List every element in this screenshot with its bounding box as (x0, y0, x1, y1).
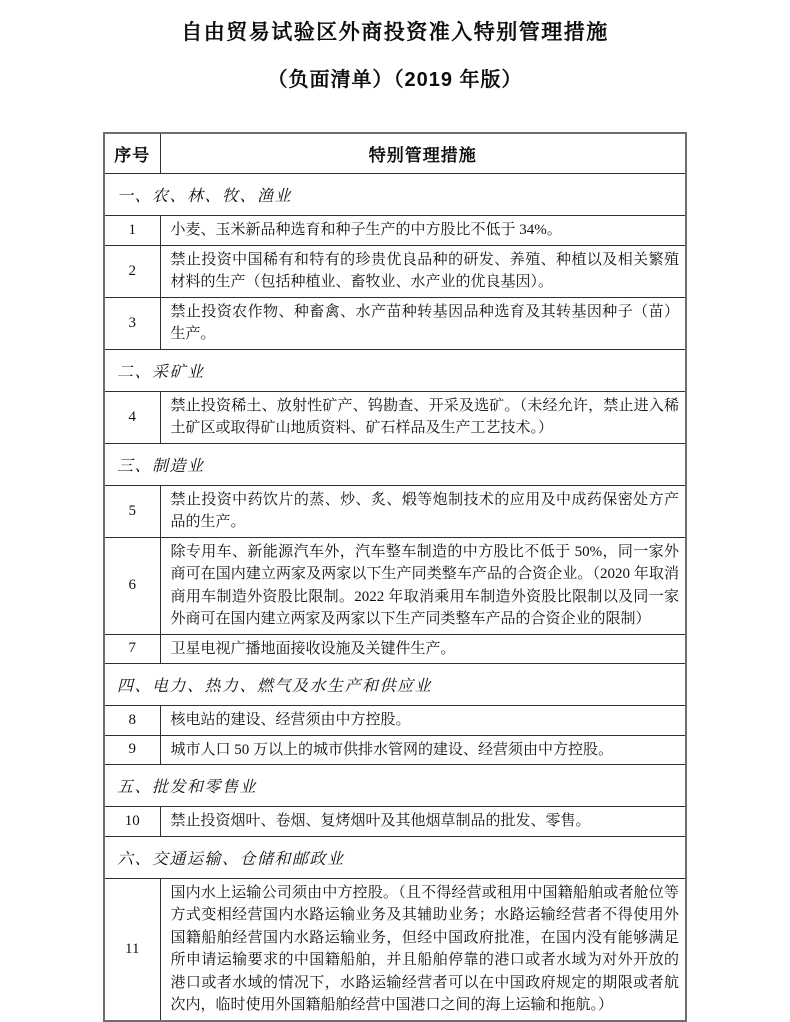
row-text: 禁止投资中国稀有和特有的珍贵优良品种的研发、养殖、种植以及相关繁殖材料的生产（包括种植业、畜牧业、水产业的优良基因）。 (160, 245, 686, 297)
row-number: 1 (104, 216, 160, 246)
row-number: 8 (104, 706, 160, 736)
section-row (104, 349, 686, 391)
table-body (104, 174, 686, 1021)
measure-row (104, 735, 686, 765)
section-title: 二、采矿业 (104, 349, 686, 391)
row-text: 禁止投资中药饮片的蒸、炒、炙、煅等炮制技术的应用及中成药保密处方产品的生产。 (160, 485, 686, 537)
table-header-row (104, 133, 686, 174)
measure-row (104, 634, 686, 664)
section-title: 三、制造业 (104, 443, 686, 485)
measure-row (104, 297, 686, 349)
row-number: 3 (104, 297, 160, 349)
section-title: 四、电力、热力、燃气及水生产和供应业 (104, 664, 686, 706)
section-row (104, 443, 686, 485)
page-title: 自由贸易试验区外商投资准入特别管理措施 (181, 21, 609, 44)
row-text: 除专用车、新能源汽车外，汽车整车制造的中方股比不低于 50%，同一家外商可在国内建立两家及两家以下生产同类整车产品的合资企业。（2020 年取消商用车制造外资股比限制。2022 年取消乘用车制造外资股比限制以及同一家外商可在国内建立两家及两家以下生产同类整车产品的合资企业的限制） (160, 537, 686, 634)
row-number: 5 (104, 485, 160, 537)
measure-row (104, 537, 686, 634)
section-row (104, 765, 686, 807)
measure-row (104, 878, 686, 1021)
col-header-measures: 特别管理措施 (160, 133, 686, 174)
row-text: 禁止投资稀土、放射性矿产、钨勘查、开采及选矿。（未经允许，禁止进入稀土矿区或取得矿山地质资料、矿石样品及生产工艺技术。） (160, 391, 686, 443)
row-number: 4 (104, 391, 160, 443)
measure-row (104, 706, 686, 736)
page-subtitle: （负面清单）（2019 年版） (267, 69, 523, 91)
measure-row (104, 216, 686, 246)
measure-row (104, 245, 686, 297)
row-number: 7 (104, 634, 160, 664)
row-text: 小麦、玉米新品种选育和种子生产的中方股比不低于 34%。 (160, 216, 686, 246)
section-row (104, 664, 686, 706)
row-text: 禁止投资烟叶、卷烟、复烤烟叶及其他烟草制品的批发、零售。 (160, 807, 686, 837)
col-header-index: 序号 (104, 133, 160, 174)
row-text: 核电站的建设、经营须由中方控股。 (160, 706, 686, 736)
row-text: 卫星电视广播地面接收设施及关键件生产。 (160, 634, 686, 664)
row-text: 禁止投资农作物、种畜禽、水产苗种转基因品种选育及其转基因种子（苗）生产。 (160, 297, 686, 349)
measure-row (104, 391, 686, 443)
row-text: 国内水上运输公司须由中方控股。（且不得经营或租用中国籍船舶或者舱位等方式变相经营国内水路运输业务及其辅助业务；水路运输经营者不得使用外国籍船舶经营国内水路运输业务，但经中国政府批准，在国内没有能够满足所申请运输要求的中国籍船舶，并且船舶停靠的港口或者水域为对外开放的港口或者水域的情况下，水路运输经营者可以在中国政府规定的期限或者航次内，临时使用外国籍船舶经营中国港口之间的海上运输和拖航。） (160, 878, 686, 1021)
section-title: 五、批发和零售业 (104, 765, 686, 807)
section-row (104, 836, 686, 878)
row-number: 11 (104, 878, 160, 1021)
row-number: 2 (104, 245, 160, 297)
row-text: 城市人口 50 万以上的城市供排水管网的建设、经营须由中方控股。 (160, 735, 686, 765)
measure-row (104, 485, 686, 537)
section-title: 一、农、林、牧、渔业 (104, 174, 686, 216)
measure-row (104, 807, 686, 837)
section-title: 六、交通运输、仓储和邮政业 (104, 836, 686, 878)
section-row (104, 174, 686, 216)
negative-list-table (103, 132, 687, 1022)
row-number: 10 (104, 807, 160, 837)
row-number: 9 (104, 735, 160, 765)
row-number: 6 (104, 537, 160, 634)
